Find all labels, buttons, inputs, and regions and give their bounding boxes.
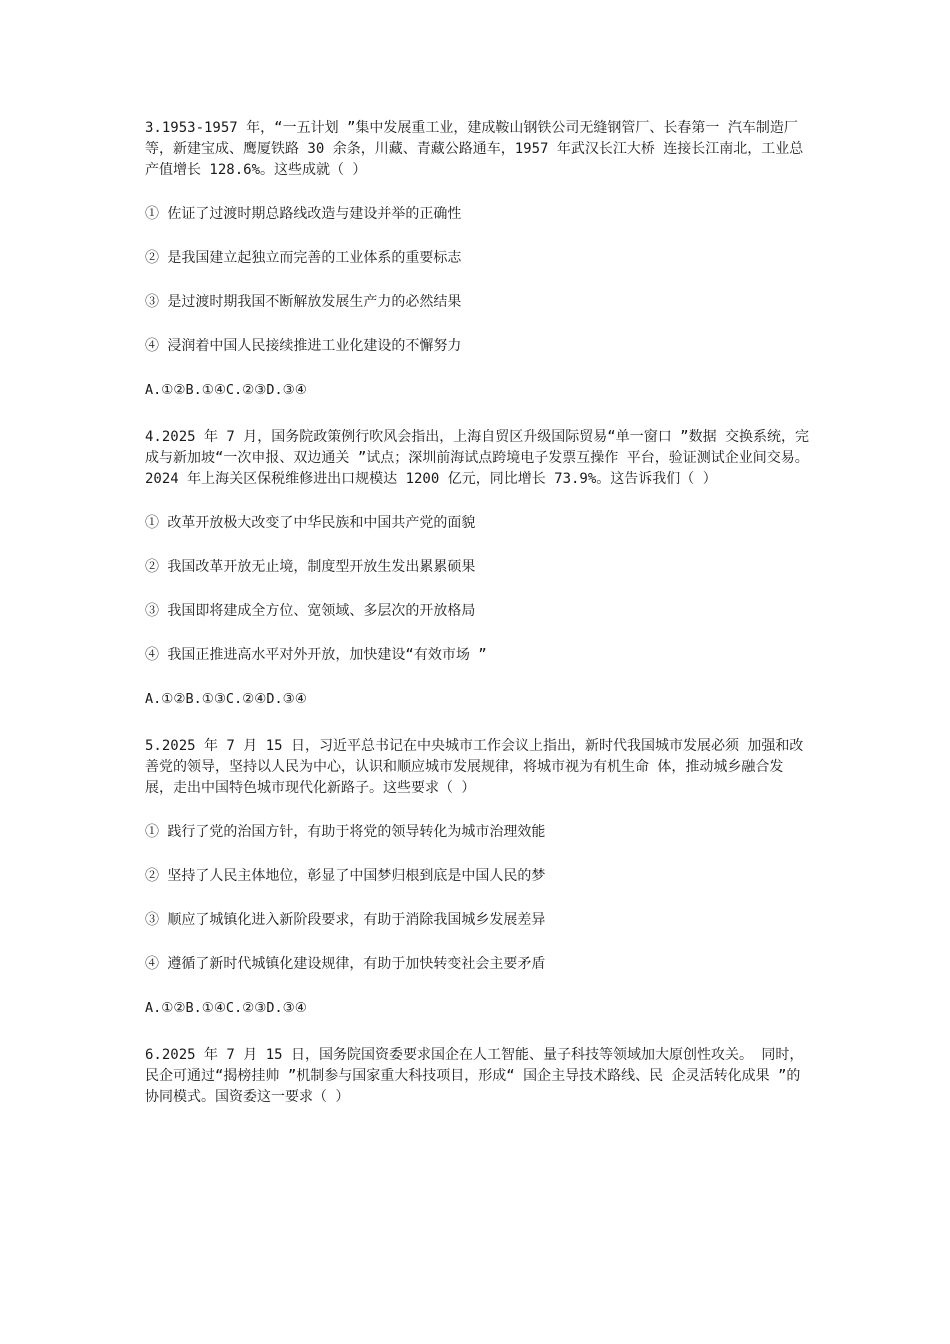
answer-choices: A.①②B.①④C.②③D.③④	[145, 382, 307, 398]
option-3: ③ 是过渡时期我国不断解放发展生产力的必然结果	[145, 294, 462, 310]
option-3: ③ 顺应了城镇化进入新阶段要求，有助于消除我国城乡发展差异	[145, 912, 546, 928]
question-3	[145, 118, 810, 401]
option-3: ③ 我国即将建成全方位、宽领域、多层次的开放格局	[145, 603, 476, 619]
answer-choices: A.①②B.①③C.②④D.③④	[145, 691, 307, 707]
option-4: ④ 我国正推进高水平对外开放，加快建设“有效市场 ”	[145, 647, 487, 663]
spacer	[145, 1019, 810, 1045]
option-1: ① 践行了党的治国方针，有助于将党的领导转化为城市治理效能	[145, 824, 546, 840]
question-5	[145, 736, 810, 1019]
option-2: ② 是我国建立起独立而完善的工业体系的重要标志	[145, 250, 462, 266]
question-4	[145, 427, 810, 710]
question-stem: 6.2025 年 7 月 15 日，国务院国资委要求国企在人工智能、量子科技等领域加大原创性攻关。 同时，民企可通过“揭榜挂帅 ”机制参与国家重大科技项目，形成“ 国企主导技术路线、民 企灵活转化成果 ”的协同模式。国资委这一要求（ ）	[145, 1047, 804, 1105]
spacer	[145, 401, 810, 427]
option-1: ① 佐证了过渡时期总路线改造与建设并举的正确性	[145, 206, 462, 222]
option-2: ② 我国改革开放无止境，制度型开放生发出累累硕果	[145, 559, 476, 575]
question-6	[145, 1045, 810, 1108]
question-stem: 4.2025 年 7 月，国务院政策例行吹风会指出，上海自贸区升级国际贸易“单一窗口 ”数据 交换系统，完成与新加坡“一次申报、双边通关 ”试点；深圳前海试点跨境电子发票互操作 平台，验证测试企业间交易。2024 年上海关区保税维修进出口规模达 1200 亿元，同比增长 73.9%。这告诉我们（ ）	[145, 429, 809, 487]
spacer	[145, 710, 810, 736]
answer-choices: A.①②B.①④C.②③D.③④	[145, 1000, 307, 1016]
option-4: ④ 浸润着中国人民接续推进工业化建设的不懈努力	[145, 338, 462, 354]
question-stem: 5.2025 年 7 月 15 日，习近平总书记在中央城市工作会议上指出，新时代我国城市发展必须 加强和改善党的领导，坚持以人民为中心，认识和顺应城市发展规律，将城市视为有机生命 体，推动城乡融合发展，走出中国特色城市现代化新路子。这些要求（ ）	[145, 738, 804, 796]
question-stem: 3.1953-1957 年，“一五计划 ”集中发展重工业，建成鞍山钢铁公司无缝钢管厂、长春第一 汽车制造厂等，新建宝成、鹰厦铁路 30 余条，川藏、青藏公路通车，1957 年武汉长江大桥 连接长江南北，工业总产值增长 128.6%。这些成就（ ）	[145, 120, 804, 178]
option-4: ④ 遵循了新时代城镇化建设规律，有助于加快转变社会主要矛盾	[145, 956, 546, 972]
option-1: ① 改革开放极大改变了中华民族和中国共产党的面貌	[145, 515, 476, 531]
document-content	[145, 118, 810, 1108]
option-2: ② 坚持了人民主体地位，彰显了中国梦归根到底是中国人民的梦	[145, 868, 546, 884]
